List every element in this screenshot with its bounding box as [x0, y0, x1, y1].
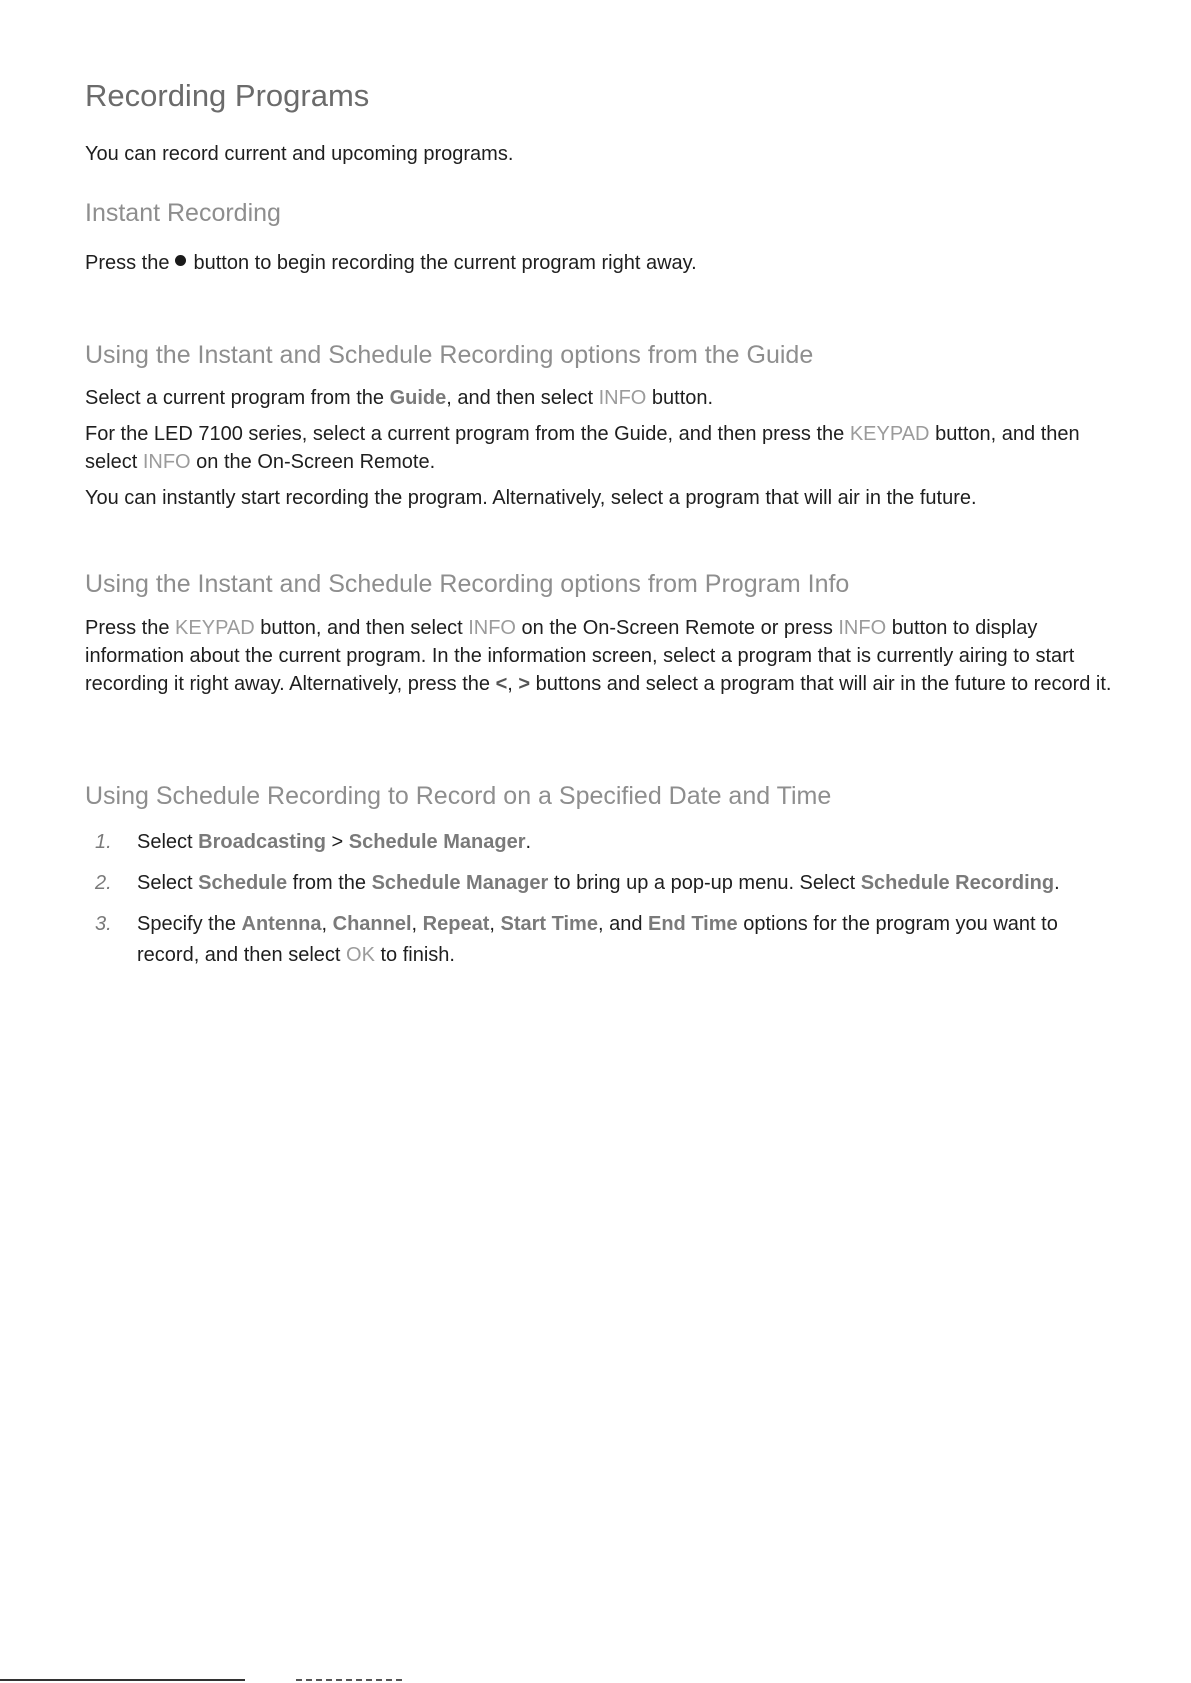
steps-list — [85, 827, 1115, 971]
info-term: INFO — [468, 617, 516, 639]
keypad-term: KEYPAD — [175, 617, 255, 639]
end-time-term: End Time — [648, 913, 738, 935]
section-heading: Using the Instant and Schedule Recording options from the Guide — [85, 341, 814, 369]
right-arrow-icon: > — [518, 673, 531, 695]
page-title: Recording Programs — [85, 78, 370, 113]
keypad-term: KEYPAD — [849, 423, 930, 445]
list-item: 1. Select Broadcasting > Schedule Manager. — [85, 827, 1115, 858]
guide-text-3: You can instantly start recording the program. Alternatively, select a program that will air in the future. — [85, 487, 977, 509]
info-term: INFO — [838, 617, 887, 639]
program-info-text: Press the KEYPAD button, and then select INFO on the On-Screen Remote or press INFO button to display information about the current program. In the information screen, select a program that is currently airing to start recording it right away. Alternatively, press the <, > buttons and select a program that will air in the future to record it. — [85, 617, 1112, 695]
guide-text-1: Select a current program from the Guide, and then select INFO button. — [85, 387, 714, 409]
channel-term: Channel — [332, 913, 412, 935]
schedule-recording-term: Schedule Recording — [860, 872, 1055, 894]
antenna-term: Antenna — [241, 913, 322, 935]
start-time-term: Start Time — [500, 913, 598, 935]
record-button-icon — [175, 255, 186, 266]
list-item: 2. Select Schedule from the Schedule Manager to bring up a pop-up menu. Select Schedule Recording. — [85, 868, 1115, 899]
guide-term: Guide — [389, 387, 447, 409]
ok-term: OK — [346, 944, 375, 966]
instant-recording-text: Press the button to begin recording the current program right away. — [85, 252, 697, 274]
broadcasting-term: Broadcasting — [198, 831, 326, 853]
guide-text-2: For the LED 7100 series, select a current program from the Guide, and then press the KEYPAD button, and then select INFO on the On-Screen Remote. — [85, 423, 1080, 473]
schedule-manager-term: Schedule Manager — [371, 872, 549, 894]
section-instant-recording — [85, 197, 1115, 277]
info-term: INFO — [142, 451, 191, 473]
repeat-term: Repeat — [422, 913, 490, 935]
info-term: INFO — [598, 387, 647, 409]
section-schedule-recording — [85, 780, 1115, 981]
intro-text: You can record current and upcoming programs. — [85, 143, 514, 165]
step-number: 2. — [95, 872, 112, 894]
left-arrow-icon: < — [495, 673, 508, 695]
section-heading: Using Schedule Recording to Record on a Specified Date and Time — [85, 782, 832, 810]
section-heading: Using the Instant and Schedule Recording options from Program Info — [85, 570, 850, 598]
section-guide-recording — [85, 339, 1115, 512]
footer-marks — [296, 1679, 406, 1681]
section-heading: Instant Recording — [85, 199, 281, 227]
schedule-term: Schedule — [198, 872, 288, 894]
schedule-manager-term: Schedule Manager — [348, 831, 526, 853]
step-number: 1. — [95, 831, 112, 853]
footer-rule — [0, 1679, 245, 1681]
section-program-info-recording — [85, 568, 1115, 698]
step-number: 3. — [95, 913, 112, 935]
list-item: 3. Specify the Antenna, Channel, Repeat, Start Time, and End Time options for the program you want to record, and then select OK to finish. — [85, 909, 1115, 971]
